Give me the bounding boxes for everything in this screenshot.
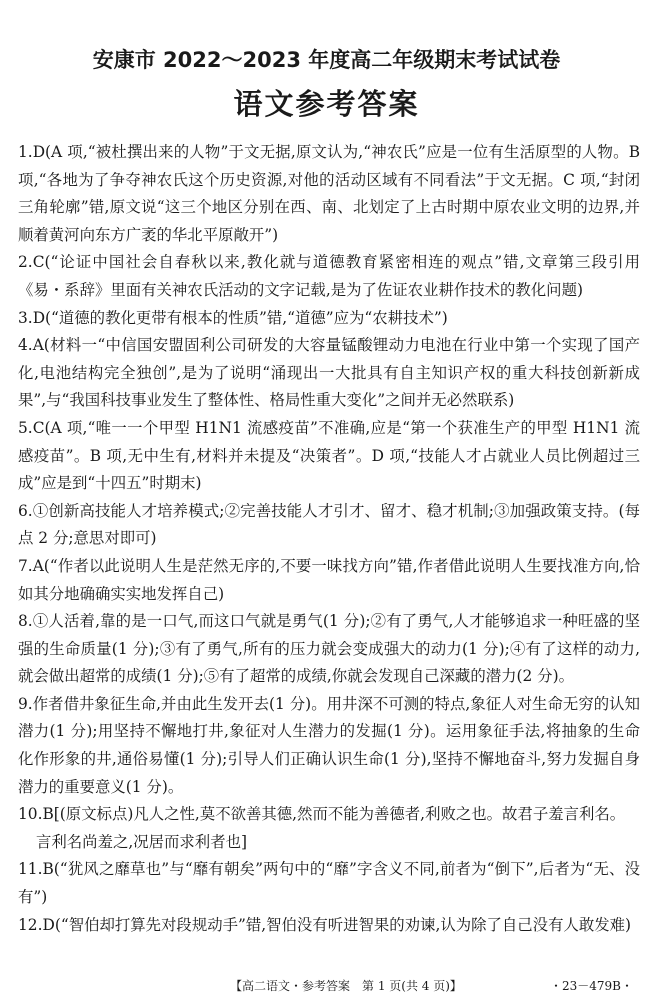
footer-page-info: 【高二语文・参考答案 第 1 页(共 4 页)】 bbox=[230, 979, 462, 993]
answer-text: A(“作者以此说明人生是茫然无序的,不要一味找方向”错,作者借此说明人生要找准方向,恰如其分地确确实实地发挥自己) bbox=[18, 556, 640, 603]
answer-text: D(A 项,“被杜撰出来的人物”于文无据,原文认为,“神农氏”应是一位有生活原型的人物。B 项,“各地为了争夺神农氏这个历史资源,对他的活动区域有不同看法”于文无据。C 项,“封闭三角轮廓”错,原文说“这三个地区分别在西、南、北划定了上古时期中原农业文明的边界,并顺着黄河向东方广袤的华北平原敞开”) bbox=[18, 143, 640, 244]
answer-number: 10. bbox=[18, 805, 43, 824]
document-title: 安康市 2022～2023 年度高二年级期末考试试卷 bbox=[92, 48, 561, 72]
answer-number: 2. bbox=[18, 253, 33, 272]
answer-number: 7. bbox=[18, 556, 33, 575]
answer-item-7 bbox=[18, 553, 640, 608]
answer-number: 12. bbox=[18, 915, 43, 934]
answer-number: 4. bbox=[18, 336, 33, 355]
answer-number: 3. bbox=[18, 308, 33, 327]
footer-doc-code: ・23－479B・ bbox=[550, 979, 633, 993]
answer-item-8 bbox=[18, 608, 640, 691]
answer-number: 9. bbox=[18, 694, 33, 713]
answer-item-2 bbox=[18, 249, 640, 304]
answer-item-4 bbox=[18, 332, 640, 415]
answer-text: B(“犹风之靡草也”与“靡有朝矣”两句中的“靡”字含义不同,前者为“倒下”,后者为“无、没有”) bbox=[18, 860, 640, 907]
answer-number: 11. bbox=[18, 860, 43, 879]
answer-item-1 bbox=[18, 139, 640, 249]
answer-item-3 bbox=[18, 305, 640, 333]
answer-text: B[(原文标点)凡人之性,莫不欲善其德,然而不能为善德者,利败之也。故君子羞言利名。 bbox=[42, 805, 626, 824]
answer-text: A(材料一“中信国安盟固利公司研发的大容量锰酸锂动力电池在行业中第一个实现了国产化,电池结构完全独创”,是为了说明“涌现出一大批具有自主知识产权的重大科技创新新成果”,与“我国科技事业发生了整体性、格局性重大变化”之间并无必然联系) bbox=[18, 336, 640, 410]
answer-text: C(“论证中国社会自春秋以来,教化就与道德教育紧密相连的观点”错,文章第三段引用《易・系辞》里面有关神农氏活动的文字记载,是为了佐证农业耕作技术的教化问题) bbox=[18, 253, 640, 299]
answer-item-6 bbox=[18, 498, 640, 553]
answer-item-11 bbox=[18, 856, 640, 911]
answer-item-9 bbox=[18, 691, 640, 801]
answer-item-12 bbox=[18, 912, 640, 940]
answer-list bbox=[18, 139, 640, 939]
answer-text: ①创新高技能人才培养模式;②完善技能人才引才、留才、稳才机制;③加强政策支持。(每点 2 分;意思对即可) bbox=[18, 501, 640, 548]
answer-text: D(“道德的教化更带有根本的性质”错,“道德”应为“农耕技术”) bbox=[32, 308, 448, 327]
answer-text: D(“智伯却打算先对段规动手”错,智伯没有听进智果的劝谏,认为除了自己没有人敢发难) bbox=[42, 915, 632, 934]
answer-text-continued: 言利名尚羞之,况居而求利者也] bbox=[36, 832, 247, 851]
document-subtitle: 语文参考答案 bbox=[233, 87, 420, 121]
answer-number: 1. bbox=[18, 143, 33, 161]
answer-text: ①人活着,靠的是一口气,而这口气就是勇气(1 分);②有了勇气,人才能够追求一种旺盛的坚强的生命质量(1 分);③有了勇气,所有的压力就会变成强大的动力(1 分);④有了这样的动力,就会做出超常的成绩(1 分);⑤有了超常的成绩,你就会发现自己深藏的潜力(2 分)。 bbox=[18, 612, 640, 686]
answer-number: 8. bbox=[18, 612, 33, 631]
answer-text: C(A 项,“唯一一个甲型 H1N1 流感疫苗”不准确,应是“第一个获准生产的甲型 H1N1 流感疫苗”。B 项,无中生有,材料并未提及“决策者”。D 项,“技能人才占就业人员比例超过三成”应是到“十四五”时期末) bbox=[18, 418, 640, 493]
answer-item-5 bbox=[18, 415, 640, 498]
answer-number: 6. bbox=[18, 501, 33, 520]
answer-item-10 bbox=[18, 801, 640, 856]
answer-number: 5. bbox=[18, 418, 33, 437]
answer-text: 作者借井象征生命,并由此生发开去(1 分)。用井深不可测的特点,象征人对生命无穷的认知潜力(1 分);用坚持不懈地打井,象征对人生潜力的发掘(1 分)。运用象征手法,将抽象的生命化作形象的井,通俗易懂(1 分);引导人们正确认识生命(1 分),坚持不懈地奋斗,努力发掘自身潜力的重要意义(1 分)。 bbox=[18, 694, 640, 796]
